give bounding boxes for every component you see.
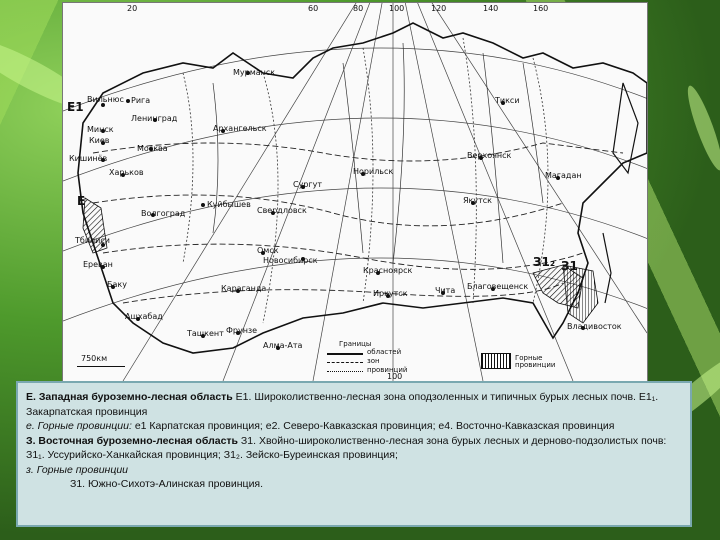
city-label: Фрунзе — [226, 326, 258, 335]
caption-text-z: З1. Хвойно-широколиственно-лесная зона бурых лесных и дерново-подзолистых почв: З1₁. Уссурийско-Ханкайская провинция; З1₂. Зейско-Буреинская провинция; — [26, 434, 667, 461]
city-label: Якутск — [463, 196, 493, 205]
meridian-label: 120 — [431, 4, 447, 13]
caption-text-z-mountain: З1. Южно-Сихотэ-Алинская провинция. — [70, 478, 264, 490]
meridian-label: 60 — [308, 4, 319, 13]
city-label: Рига — [131, 96, 151, 105]
city-label: Ленинград — [131, 114, 178, 123]
soil-map — [62, 2, 648, 382]
caption-text-e-mountain: е1 Карпатская провинция; е2. Северо-Кавказская провинция; е4. Восточно-Кавказская провинция — [131, 420, 615, 432]
region-label-e: Е — [77, 194, 86, 208]
meridian-label: 20 — [127, 4, 138, 13]
map-drawing — [63, 3, 647, 381]
region-label-z12: З1₂ — [533, 255, 556, 269]
city-label: Волгоград — [141, 209, 186, 218]
city-label: Архангельск — [213, 124, 267, 133]
legend-line-oblastei — [327, 353, 363, 355]
city-label: Мурманск — [233, 68, 276, 77]
caption-heading-e-mountain: е. Горные провинции: — [26, 420, 132, 432]
city-label: Новосибирск — [263, 256, 318, 265]
meridian-label: 160 — [533, 4, 549, 13]
legend-mountain: Горные провинции — [515, 354, 556, 369]
city-label: Куйбышев — [207, 200, 251, 209]
city-label: Минск — [87, 125, 114, 134]
graticule — [63, 3, 647, 381]
meridian-label: 100 — [389, 4, 405, 13]
city-label: Сургут — [293, 180, 322, 189]
caption-heading-z: З. Восточная буроземно-лесная область — [26, 434, 239, 447]
city-label: Харьков — [109, 168, 144, 177]
city-label: Алма-Ата — [263, 341, 303, 350]
city-label: Кишинёв — [69, 154, 108, 163]
city-label: Москва — [137, 144, 168, 153]
city-label: Свердловск — [257, 206, 307, 215]
legend-title: Границы — [339, 340, 372, 348]
city-label: Ташкент — [187, 329, 224, 338]
region-label-e1: Е1 — [67, 100, 84, 114]
legend-mountain-swatch — [481, 353, 511, 369]
legend-line-provintsii — [327, 371, 363, 372]
legend-line-zon — [327, 362, 363, 363]
region-label-z1: З1 — [561, 259, 578, 273]
legend-oblastei: областей — [367, 348, 402, 356]
city-label: Тбилиси — [75, 236, 110, 245]
caption-heading-z-mountain: з. Горные провинции — [26, 463, 129, 476]
caption-box — [16, 381, 692, 527]
caption-text-e: Е1. Широколиственно-лесная зона оподзоленных и типичных бурых лесных почв. Е1₁. Закарпатская провинция — [26, 391, 659, 418]
legend-provintsii: провинций — [367, 366, 408, 374]
city-label: Магадан — [545, 171, 582, 180]
city-label: Киев — [89, 136, 110, 145]
caption-line-2 — [26, 419, 682, 434]
legend-zon: зон — [367, 357, 380, 365]
city-label: Верхоянск — [467, 151, 512, 160]
city-label: Благовещенск — [467, 282, 529, 291]
city-label: Баку — [107, 280, 127, 289]
city-label: Ашхабад — [125, 312, 163, 321]
region-boundaries — [183, 38, 548, 323]
city-label: Иркутск — [373, 289, 408, 298]
city-label: Ереван — [83, 260, 113, 269]
map-legend — [321, 341, 571, 379]
city-label: Владивосток — [567, 322, 622, 331]
city-label: Омск — [257, 246, 279, 255]
city-label: Караганда — [221, 284, 267, 293]
city-label: Чита — [435, 286, 456, 295]
city-label: Норильск — [353, 167, 394, 176]
scale-label: 750км — [81, 354, 108, 363]
city-label: Вильнюс — [87, 95, 124, 104]
scale-bar — [77, 366, 125, 367]
caption-line-1 — [26, 390, 682, 419]
caption-line-3 — [26, 434, 682, 463]
meridian-label: 140 — [483, 4, 499, 13]
meridian-label-bottom: 100 — [387, 372, 403, 381]
city-label: Красноярск — [363, 266, 413, 275]
meridian-label: 80 — [353, 4, 364, 13]
caption-heading-e: Е. Западная буроземно-лесная область — [26, 391, 233, 403]
city-label: Тикси — [495, 96, 520, 105]
mountain-province-sikhote — [563, 265, 598, 323]
